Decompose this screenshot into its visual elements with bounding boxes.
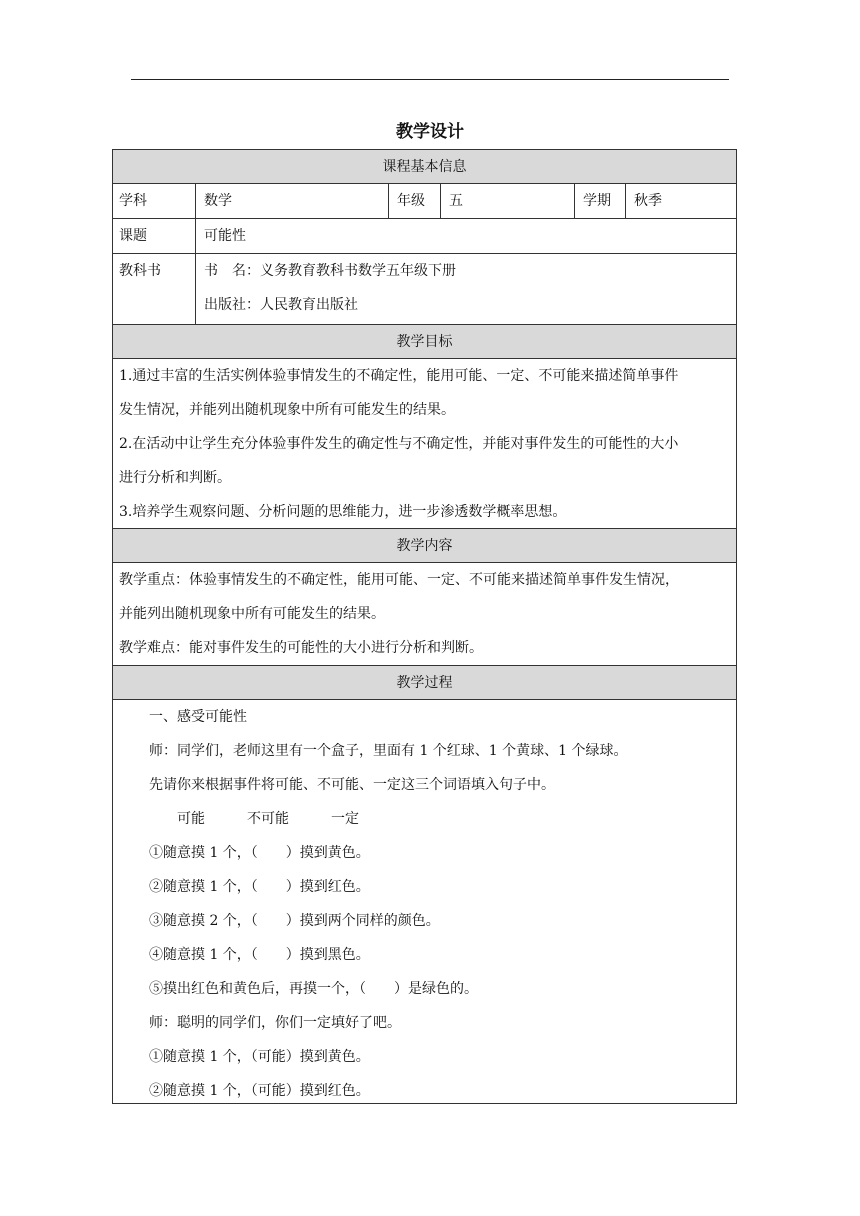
grade-label: 年级: [388, 184, 440, 218]
section-header-process: 教学过程: [113, 666, 736, 700]
section-header-content: 教学内容: [113, 529, 736, 563]
content-line: 并能列出随机现象中所有可能发生的结果。: [119, 606, 385, 622]
process-line: 先请你来根据事件将可能、不可能、一定这三个词语填入句子中。: [149, 777, 555, 793]
goal-line: 2.在活动中让学生充分体验事件发生的确定性与不确定性，并能对事件发生的可能性的大小: [119, 436, 679, 452]
process-line: ①随意摸 1 个，（可能）摸到黄色。: [149, 1049, 370, 1065]
goal-line: 1.通过丰富的生活实例体验事情发生的不确定性，能用可能、一定、不可能来描述简单事件: [119, 368, 679, 384]
section-header-basic-info: 课程基本信息: [113, 150, 736, 184]
info-row-subject: [113, 184, 736, 219]
publisher: 出版社：人民教育出版社: [204, 297, 358, 313]
info-row-topic: [113, 219, 736, 254]
goals-text: [119, 359, 728, 529]
process-line: 师：聪明的同学们，你们一定填好了吧。: [149, 1015, 401, 1031]
process-line: 一、感受可能性: [149, 709, 247, 725]
goal-line: 3.培养学生观察问题、分析问题的思维能力，进一步渗透数学概率思想。: [119, 504, 567, 520]
header-rule: [131, 79, 729, 80]
process-line: ②随意摸 1 个，（ ）摸到红色。: [149, 879, 370, 895]
goal-line: 发生情况，并能列出随机现象中所有可能发生的结果。: [119, 402, 455, 418]
process-body: [113, 700, 736, 1103]
textbook-details: [195, 254, 736, 324]
section-header-goals: 教学目标: [113, 325, 736, 359]
content-body: [113, 563, 736, 666]
term-label: 学期: [574, 184, 625, 218]
subject-label: 学科: [119, 193, 147, 209]
lesson-table: [112, 149, 737, 1104]
topic-label: 课题: [119, 228, 147, 244]
goal-line: 进行分析和判断。: [119, 470, 231, 486]
info-row-textbook: [113, 254, 736, 325]
process-line: 师：同学们，老师这里有一个盒子，里面有 1 个红球、1 个黄球、1 个绿球。: [149, 743, 628, 759]
goals-body: [113, 359, 736, 529]
content-line: 教学难点：能对事件发生的可能性的大小进行分析和判断。: [119, 640, 483, 656]
subject-value: 数学: [195, 184, 388, 218]
process-line: ③随意摸 2 个，（ ）摸到两个同样的颜色。: [149, 913, 440, 929]
process-line: ④随意摸 1 个，（ ）摸到黑色。: [149, 947, 370, 963]
process-line: ②随意摸 1 个，（可能）摸到红色。: [149, 1083, 370, 1099]
content-line: 教学重点：体验事情发生的不确定性，能用可能、一定、不可能来描述简单事件发生情况，: [119, 572, 679, 588]
process-line: ⑤摸出红色和黄色后，再摸一个，（ ）是绿色的。: [149, 981, 478, 997]
term-value: 秋季: [625, 184, 736, 218]
document-title: 教学设计: [396, 122, 464, 142]
book-name: 书 名：义务教育教科书数学五年级下册: [204, 263, 456, 279]
grade-value: 五: [440, 184, 574, 218]
content-text: [119, 563, 728, 665]
process-line: ①随意摸 1 个，（ ）摸到黄色。: [149, 845, 370, 861]
process-line: 可能 不可能 一定: [149, 811, 359, 827]
topic-value: 可能性: [195, 219, 736, 253]
textbook-label: 教科书: [119, 263, 161, 279]
process-text: [119, 700, 728, 1108]
